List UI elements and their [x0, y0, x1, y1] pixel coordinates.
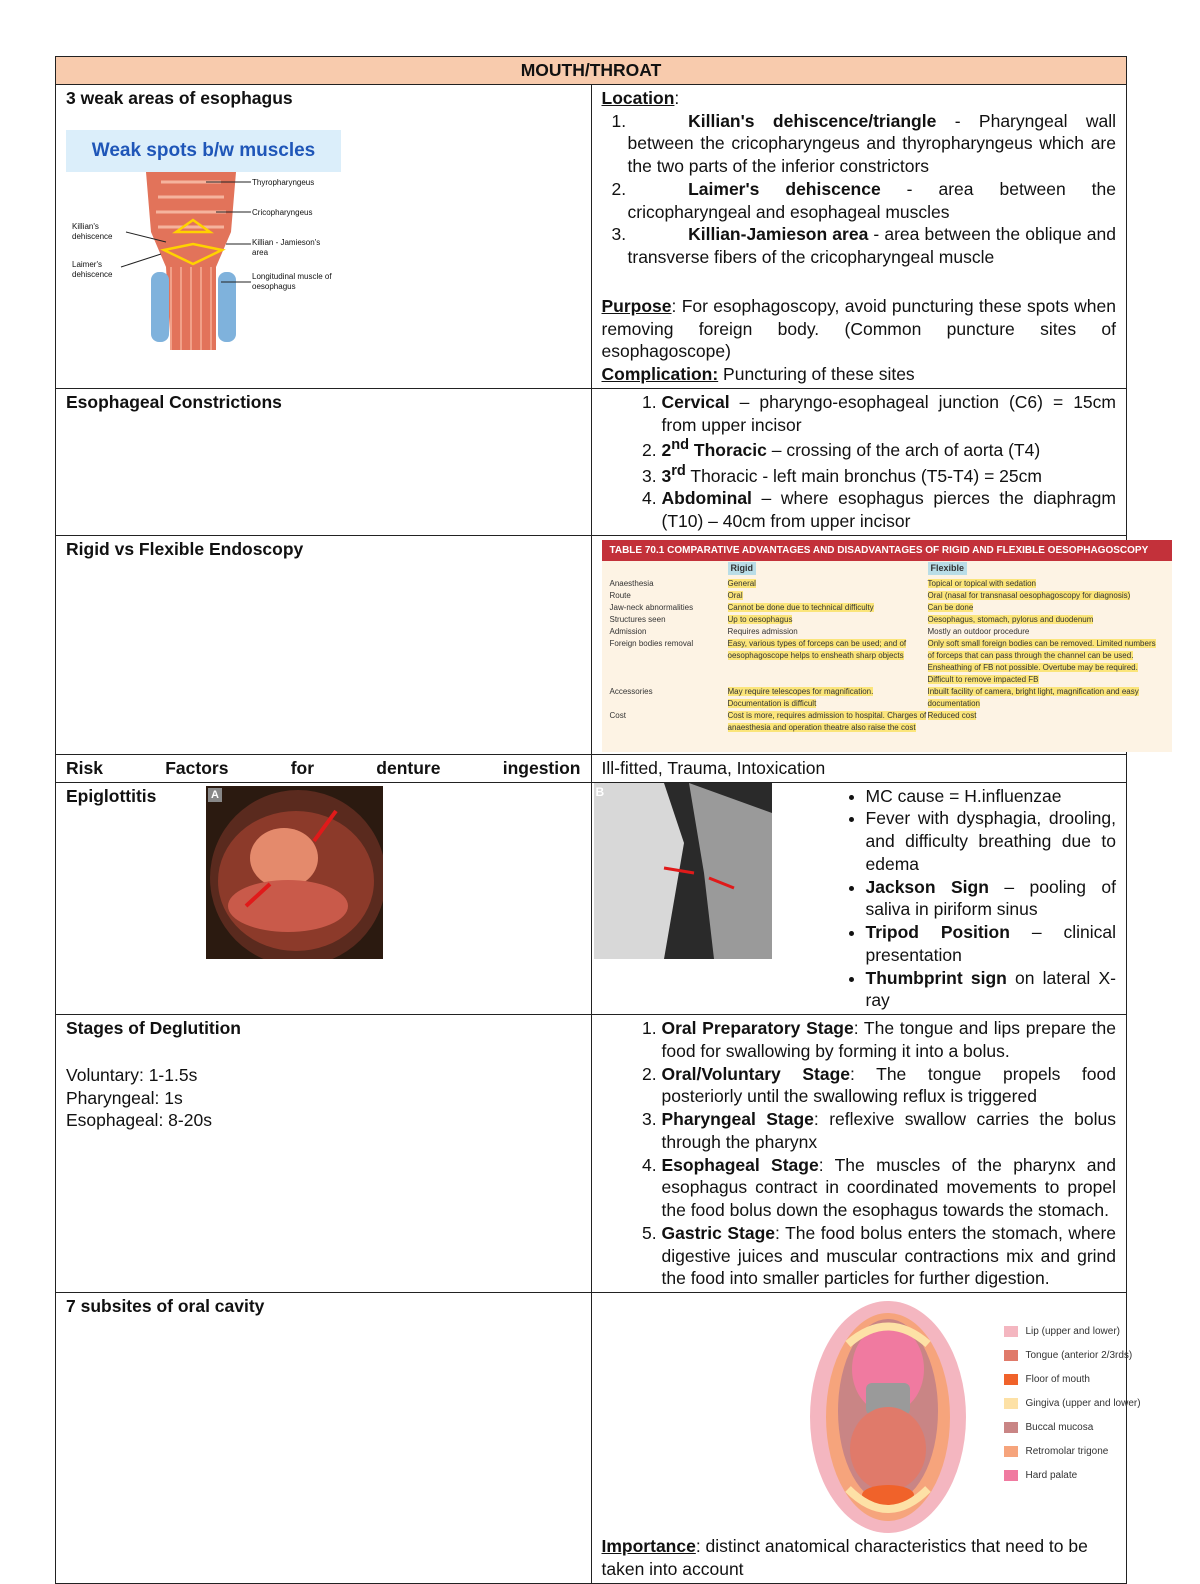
denture-risk-text: Ill-fitted, Trauma, Intoxication: [591, 754, 1127, 782]
endoscopic-image-a: [206, 786, 383, 959]
list-item: • Jackson Sign – pooling of saliva in piriform sinus: [866, 876, 1117, 922]
table-row: [56, 754, 1127, 782]
row-label-cell: [56, 1015, 592, 1293]
table-row: [56, 782, 1127, 1015]
header-row: [56, 57, 1127, 85]
row-label: Epiglottitis: [66, 785, 581, 808]
figure-title: Weak spots b/w muscles: [66, 130, 341, 172]
legend-swatch-icon: [1004, 1470, 1018, 1481]
oral-cavity-figure: [602, 1295, 1117, 1535]
row-label: Rigid vs Flexible Endoscopy: [56, 535, 592, 754]
importance-text: Importance: distinct anatomical characteristics that need to be taken into account: [602, 1535, 1117, 1581]
legend-item: Gingiva (upper and lower): [1004, 1397, 1141, 1410]
list-item: 5. Gastric Stage: The food bolus enters the stomach, where digestive juices and muscular contractions mix and grind the food into smaller particles for further digestion.: [662, 1222, 1117, 1290]
constrictions-list: [602, 391, 1117, 533]
legend-item: Floor of mouth: [1004, 1373, 1090, 1386]
image-label-a: A: [208, 788, 222, 802]
legend-swatch-icon: [1004, 1398, 1018, 1409]
table-row: [56, 388, 1127, 535]
notes-table: [55, 56, 1127, 1584]
list-item: • MC cause = H.influenzae: [866, 785, 1117, 808]
list-item: 2. 2nd Thoracic – crossing of the arch of aorta (T4): [662, 436, 1117, 462]
legend-item: Lip (upper and lower): [1004, 1325, 1121, 1338]
purpose-text: Purpose: For esophagoscopy, avoid puncturing these spots when removing foreign body. (Common puncture sites of esophagoscope): [602, 295, 1117, 363]
legend-swatch-icon: [1004, 1422, 1018, 1433]
label-killians-dehiscence: Killian's dehiscence: [72, 222, 122, 243]
table-title: TABLE 70.1 COMPARATIVE ADVANTAGES AND DISADVANTAGES OF RIGID AND FLEXIBLE OESOPHAGOSCOPY: [602, 540, 1172, 561]
list-item: 1. Oral Preparatory Stage: The tongue and lips prepare the food for swallowing by forming it into a bolus.: [662, 1017, 1117, 1063]
label-killian-jamieson: Killian - Jamieson's area: [252, 238, 332, 259]
col-header-flexible: Flexible: [928, 562, 968, 576]
row-content-cell: Location: 1. Killian's dehiscence/triangle - Pharyngeal wall between the cricopharyngeus and thyropharyngeus which are the two parts of the inferior constrictors 2. Laimer's dehiscence - area between the cricopharyngeal and esophageal muscles 3. Killian-Jamieson area - area between the oblique and transverse fibers of the cricopharyngeal muscle Purpose: For esophagoscopy, avoid puncturing these spots when removing foreign body. (Common puncture sites of esophagoscope) Complication: Puncturing of these sites: [591, 84, 1127, 388]
list-item: 3. Pharyngeal Stage: reflexive swallow carries the bolus through the pharynx: [662, 1108, 1117, 1154]
table-row: [56, 1015, 1127, 1293]
col-header-rigid: Rigid: [728, 562, 757, 576]
legend-item: Tongue (anterior 2/3rds): [1004, 1349, 1133, 1362]
row-label: 7 subsites of oral cavity: [56, 1293, 592, 1584]
label-longitudinal-muscle: Longitudinal muscle of oesophagus: [252, 272, 336, 293]
time-voluntary: Voluntary: 1-1.5s: [66, 1064, 581, 1087]
list-item: • Fever with dysphagia, drooling, and difficulty breathing due to edema: [866, 807, 1117, 875]
oral-cavity-legend: [1004, 1325, 1200, 1515]
legend-item: Retromolar trigone: [1004, 1445, 1109, 1458]
row-label-cell: [56, 782, 592, 1015]
label-cricopharyngeus: Cricopharyngeus: [252, 208, 312, 218]
legend-swatch-icon: [1004, 1350, 1018, 1361]
row-content-cell: [591, 535, 1127, 754]
list-item: 2. Laimer's dehiscence - area between the cricopharyngeal and esophageal muscles: [602, 178, 1117, 224]
row-label: Risk Factors for denture ingestion: [56, 754, 592, 782]
weak-areas-list: [602, 110, 1117, 269]
endoscopy-comparison-table: TABLE 70.1 COMPARATIVE ADVANTAGES AND DISADVANTAGES OF RIGID AND FLEXIBLE OESOPHAGOSCOPY Rigid Flexible Anaesthesia General Topical or topical with sedation Route Oral Oral (nasal for transnasal oesophagoscopy for diagnosis) Jaw-neck abnormalities Cannot be done due to technical difficulty Can be done Structures seen Up to oesophagus Oesophagus, stomach, pylorus and duodenum Admission Requires admission Mostly an outdoor procedure Foreign bodies removal Easy, various types of forceps can be used; and of oesophagoscope helps to ensheath sharp objects Only soft small foreign bodies can be removed. Limited numbers of forceps that can pass through the channel can be used. Ensheathing of FB not possible. Overtube may be required. Difficult to remove impacted FB Accessories May require telescopes for magnification. Documentation is difficult Inbuilt facility of camera, bright light, magnification and easy documentation Cost Cost is more, requires admission to hospital. Charges of anaesthesia and operation theatre also raise the cost Reduced cost: [602, 540, 1172, 752]
time-esophageal: Esophageal: 8-20s: [66, 1109, 581, 1132]
table-row: [56, 84, 1127, 388]
table-row: [56, 535, 1127, 754]
label-laimers-dehiscence: Laimer's dehiscence: [72, 260, 122, 281]
complication-text: Complication: Puncturing of these sites: [602, 363, 1117, 386]
legend-swatch-icon: [1004, 1446, 1018, 1457]
row-content-cell: [591, 782, 1127, 1015]
legend-swatch-icon: [1004, 1326, 1018, 1337]
open-mouth-illustration: [808, 1299, 968, 1535]
xray-image-b: [594, 783, 772, 959]
image-label-b: B: [596, 785, 605, 801]
endoscopy-photo: [206, 786, 383, 959]
row-label: 3 weak areas of esophagus: [66, 87, 581, 110]
row-label-cell: [56, 84, 592, 388]
list-item: 3. Killian-Jamieson area - area between the oblique and transverse fibers of the cricopharyngeal muscle: [602, 223, 1117, 269]
esophagus-muscle-figure: [66, 130, 341, 350]
legend-swatch-icon: [1004, 1374, 1018, 1385]
list-item: 4. Esophageal Stage: The muscles of the pharynx and esophagus contract in coordinated movements to propel the food bolus down the esophagus towards the stomach.: [662, 1154, 1117, 1222]
list-item: • Tripod Position – clinical presentation: [866, 921, 1117, 967]
list-item: 3. 3rd Thoracic - left main bronchus (T5-T4) = 25cm: [662, 462, 1117, 488]
row-content-cell: [591, 1015, 1127, 1293]
list-item: 4. Abdominal – where esophagus pierces the diaphragm (T10) – 40cm from upper incisor: [662, 487, 1117, 533]
table-row: [56, 1293, 1127, 1584]
row-content-cell: [591, 388, 1127, 535]
deglutition-list: [602, 1017, 1117, 1290]
label-thyropharyngeus: Thyropharyngeus: [252, 178, 314, 188]
legend-item: Hard palate: [1004, 1469, 1078, 1482]
location-label: Location: [602, 88, 675, 108]
list-item: • Thumbprint sign on lateral X-ray: [866, 967, 1117, 1013]
row-label: Esophageal Constrictions: [56, 388, 592, 535]
epiglottitis-list: [778, 785, 1117, 1013]
lateral-neck-xray: [594, 783, 772, 959]
row-label: Stages of Deglutition: [66, 1017, 581, 1040]
list-item: 2. Oral/Voluntary Stage: The tongue propels food posteriorly until the swallowing reflux is triggered: [662, 1063, 1117, 1109]
list-item: 1. Killian's dehiscence/triangle - Pharyngeal wall between the cricopharyngeus and thyropharyngeus which are the two parts of the inferior constrictors: [602, 110, 1117, 178]
row-content-cell: [591, 1293, 1127, 1584]
time-pharyngeal: Pharyngeal: 1s: [66, 1087, 581, 1110]
list-item: 1. Cervical – pharyngo-esophageal junction (C6) = 15cm from upper incisor: [662, 391, 1117, 437]
legend-item: Buccal mucosa: [1004, 1421, 1094, 1434]
page-title: MOUTH/THROAT: [56, 57, 1127, 85]
